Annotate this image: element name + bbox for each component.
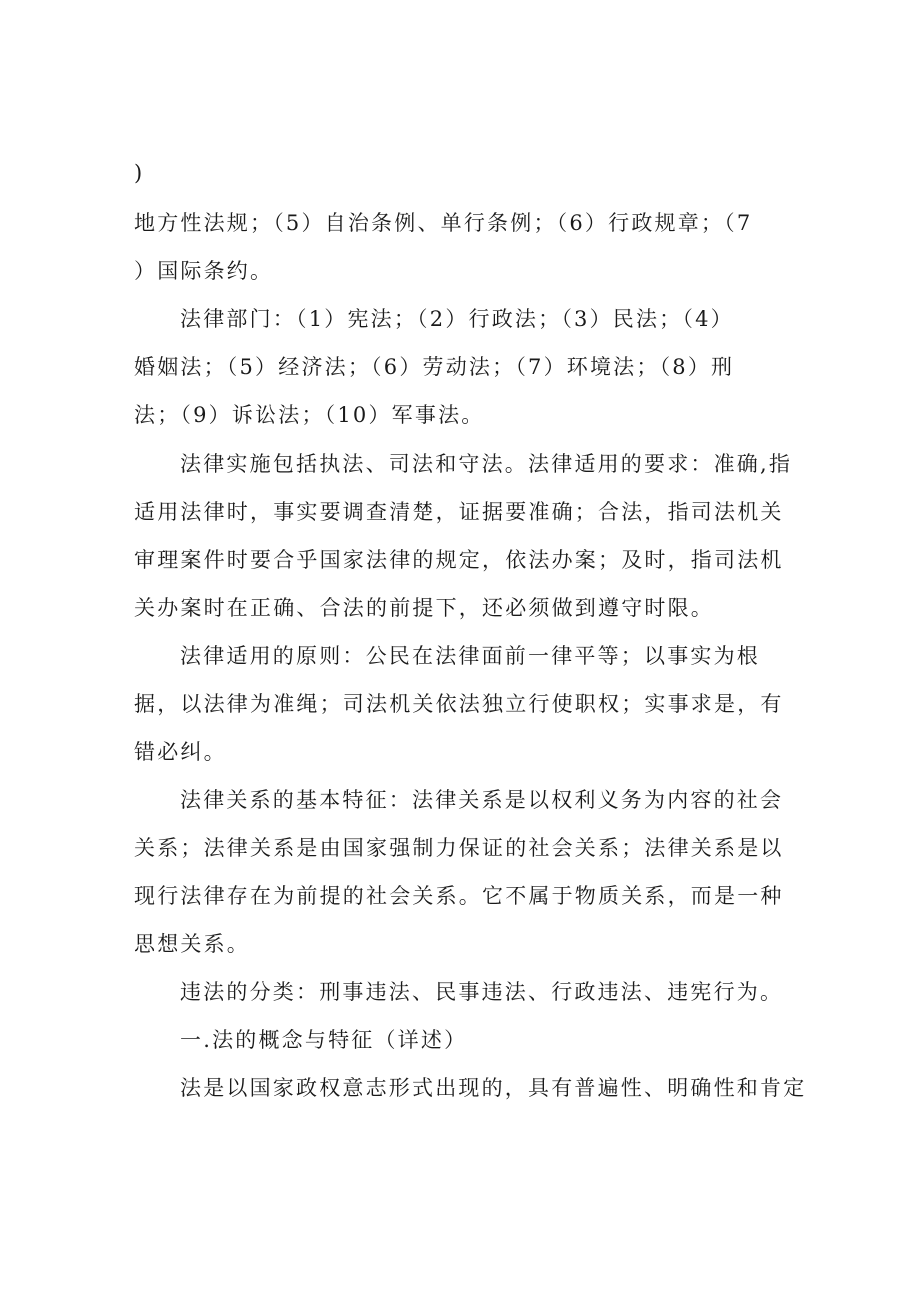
paragraph-start-line: 法是以国家政权意志形式出现的，具有普遍性、明确性和肯定: [180, 1076, 807, 1100]
paragraph-start-line: 法律部门：（1）宪法；（2）行政法；（3）民法；（4）: [180, 307, 734, 331]
section-heading: 一.法的概念与特征（详述）: [180, 1028, 468, 1052]
text-line: 关办案时在正确、合法的前提下，还必须做到遵守时限。: [134, 596, 714, 620]
text-line: 据，以法律为准绳；司法机关依法独立行使职权；实事求是，有: [134, 692, 784, 716]
paragraph-start-line: 法律适用的原则：公民在法律面前一律平等；以事实为根: [180, 644, 760, 668]
text-line: 地方性法规；（5）自治条例、单行条例；（6）行政规章；（7: [134, 211, 753, 235]
text-line: 法；（9）诉讼法；（10）军事法。: [134, 403, 485, 427]
text-line: ）国际条约。: [134, 259, 274, 283]
text-line: 审理案件时要合乎国家法律的规定，依法办案；及时，指司法机: [134, 548, 784, 572]
text-line: ): [134, 161, 145, 185]
paragraph-start-line: 法律关系的基本特征：法律关系是以权利义务为内容的社会: [180, 788, 784, 812]
text-line: 适用法律时，事实要调查清楚，证据要准确；合法，指司法机关: [134, 500, 784, 524]
paragraph-start-line: 违法的分类：刑事违法、民事违法、行政违法、违宪行为。: [180, 980, 784, 1004]
text-line: 现行法律存在为前提的社会关系。它不属于物质关系，而是一种: [134, 884, 784, 908]
text-line: 婚姻法；（5）经济法；（6）劳动法；（7）环境法；（8）刑: [134, 355, 735, 379]
text-line: 思想关系。: [134, 932, 250, 956]
paragraph-start-line: 法律实施包括执法、司法和守法。法律适用的要求：准确,指: [180, 452, 793, 476]
text-line: 关系；法律关系是由国家强制力保证的社会关系；法律关系是以: [134, 836, 784, 860]
text-line: 错必纠。: [134, 740, 227, 764]
